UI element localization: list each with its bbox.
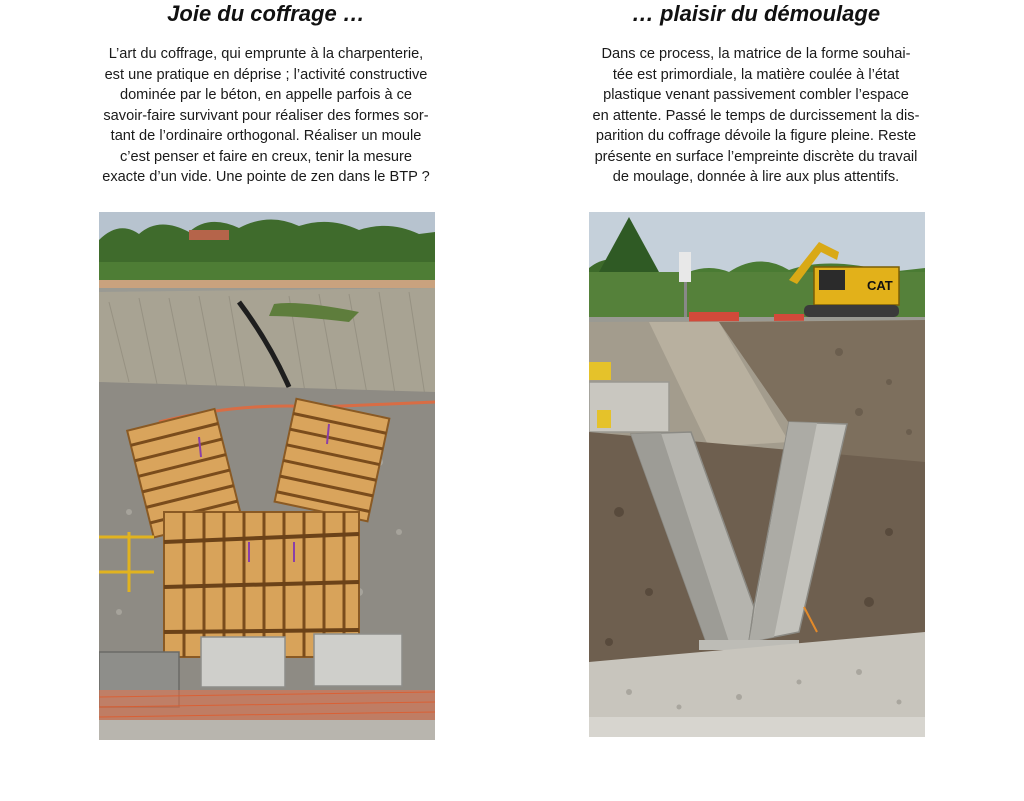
right-column [546,0,966,188]
left-title: Joie du coffrage … [167,1,365,26]
right-line: de moulage, donnée à lire aux plus attentifs. [612,169,900,185]
left-line: savoir-faire survivant pour réaliser des formes sor- [103,107,429,124]
left-paragraph [56,44,476,188]
right-line: présente en surface l’empreinte discrète du travail [594,148,918,165]
cat-logo: CAT [867,278,893,293]
right-line: parition du coffrage dévoile la figure pleine. Reste [595,128,917,144]
right-line: tée est primordiale, la matière coulée à l’état [612,66,900,83]
right-title: … plaisir du démoulage [631,1,881,26]
left-line: L’art du coffrage, qui emprunte à la charpenterie, [108,46,424,62]
left-line: est une pratique en déprise ; l’activité constructive [104,66,428,83]
left-line: exacte d’un vide. Une pointe de zen dans le BTP ? [102,169,430,185]
right-line: Dans ce process, la matrice de la forme souhai- [601,46,911,62]
left-line: dominée par le béton, en appelle parfois à ce [119,87,413,103]
formwork-photo [99,212,435,740]
left-line: c’est penser et faire en creux, tenir la mesure [119,148,412,165]
concrete-v-illustration [589,212,925,737]
right-line: plastique venant passivement combler l’espace [603,87,909,103]
right-paragraph [546,44,966,188]
formwork-illustration [99,212,435,740]
left-column [56,0,476,188]
demoulded-concrete-photo [589,212,925,737]
right-line: en attente. Passé le temps de durcissement la dis- [592,107,920,124]
left-line: tant de l’ordinaire orthogonal. Réaliser un moule [110,128,422,144]
